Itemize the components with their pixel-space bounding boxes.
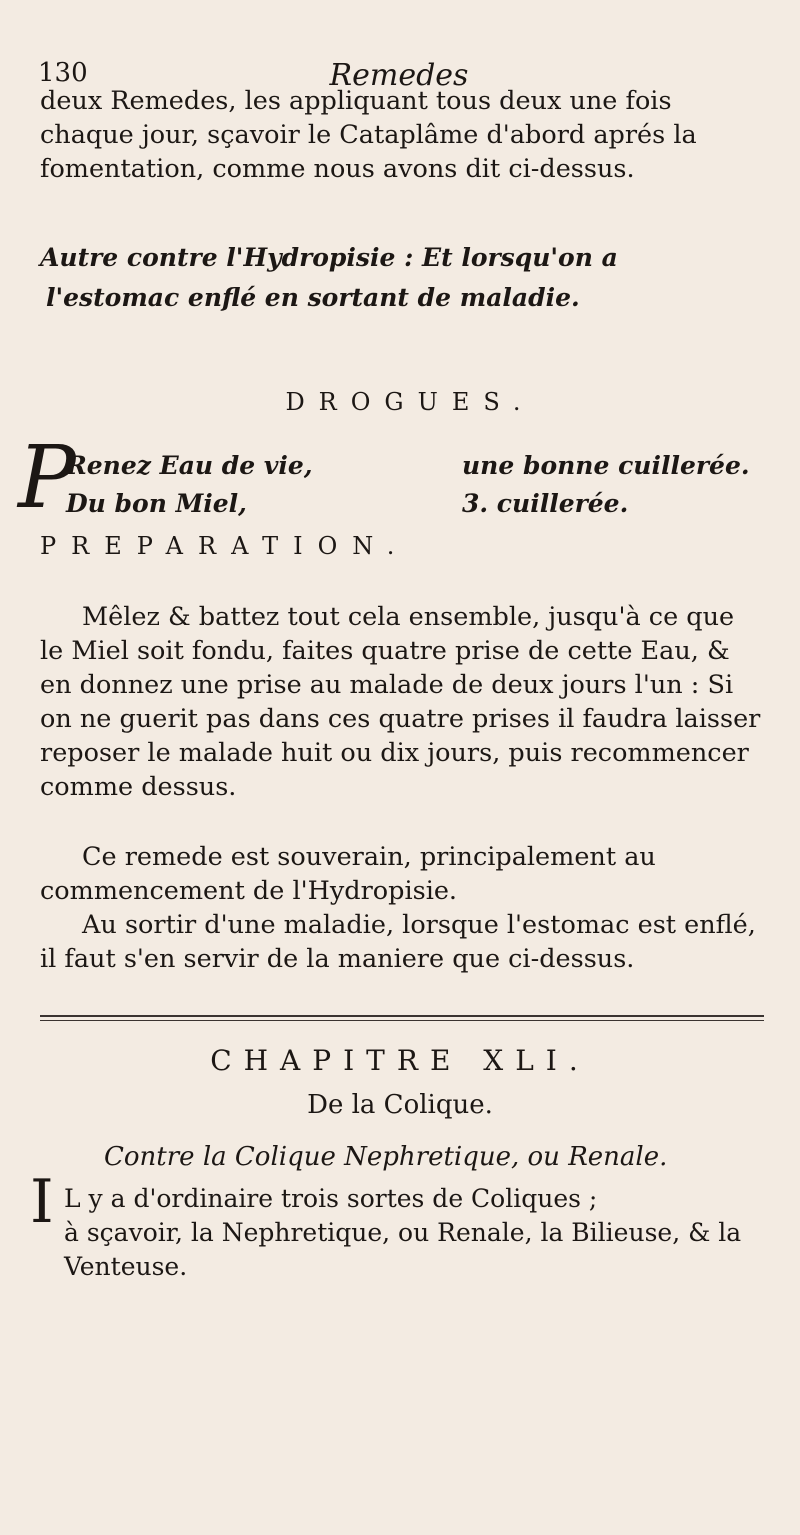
ingredient-name: Du bon Miel,: [66, 489, 247, 518]
ingredient-name: Renez Eau de vie,: [66, 451, 313, 480]
chapter-divider: [40, 1015, 764, 1017]
chapter-subheading: De la Colique.: [307, 1090, 493, 1120]
paragraph-remedy-note: Ce remede est souverain, principalement au commencement de l'Hydropisie.: [40, 842, 656, 906]
drogues-heading: DROGUES.: [285, 388, 535, 416]
paragraph-coliques: [64, 1182, 764, 1284]
paragraph-intro: deux Remedes, les appliquant tous deux une fois chaque jour, sçavoir le Cataplâme d'abord aprés la fomentation, comme nous avons dit ci-dessus.: [40, 86, 697, 184]
paragraph-first-line: L y a d'ordinaire trois sortes de Coliques ;: [64, 1184, 598, 1213]
page-number: 130: [38, 58, 88, 88]
remedy-subtitle: [40, 238, 764, 318]
chapter-divider-thin: [40, 1020, 764, 1021]
ingredient-quantity: une bonne cuillerée.: [462, 451, 750, 480]
ingredient-row: [48, 485, 766, 523]
preparation-heading: PREPARATION.: [40, 532, 410, 560]
section-title: Contre la Colique Nephretique, ou Renale.: [104, 1142, 668, 1172]
running-title: Remedes: [329, 58, 469, 93]
ingredient-row: [48, 447, 766, 485]
chapter-heading: CHAPITRE XLI.: [210, 1044, 590, 1077]
ingredient-list: [48, 447, 766, 523]
drop-cap-p: P: [18, 428, 76, 528]
subtitle-line-1: Autre contre l'Hydropisie : Et lorsqu'on a: [40, 243, 618, 272]
paragraph-preparation: Mêlez & battez tout cela ensemble, jusqu'à ce que le Miel soit fondu, faites quatre prise de cette Eau, & en donnez une prise au malade de deux jours l'un : Si on ne guerit pas dans ces quatre prises il faudra laisser reposer le malade huit ou dix jours, puis recommencer comme dessus.: [40, 602, 761, 802]
subtitle-line-2: l'estomac enflé en sortant de maladie.: [46, 283, 580, 312]
drop-cap-i: I: [30, 1167, 54, 1237]
ingredient-quantity: 3. cuillerée.: [462, 489, 629, 518]
paragraph-continuation: à sçavoir, la Nephretique, ou Renale, la Bilieuse, & la Venteuse.: [64, 1218, 742, 1281]
paragraph-usage: Au sortir d'une maladie, lorsque l'estomac est enflé, il faut s'en servir de la maniere que ci-dessus.: [40, 910, 756, 974]
